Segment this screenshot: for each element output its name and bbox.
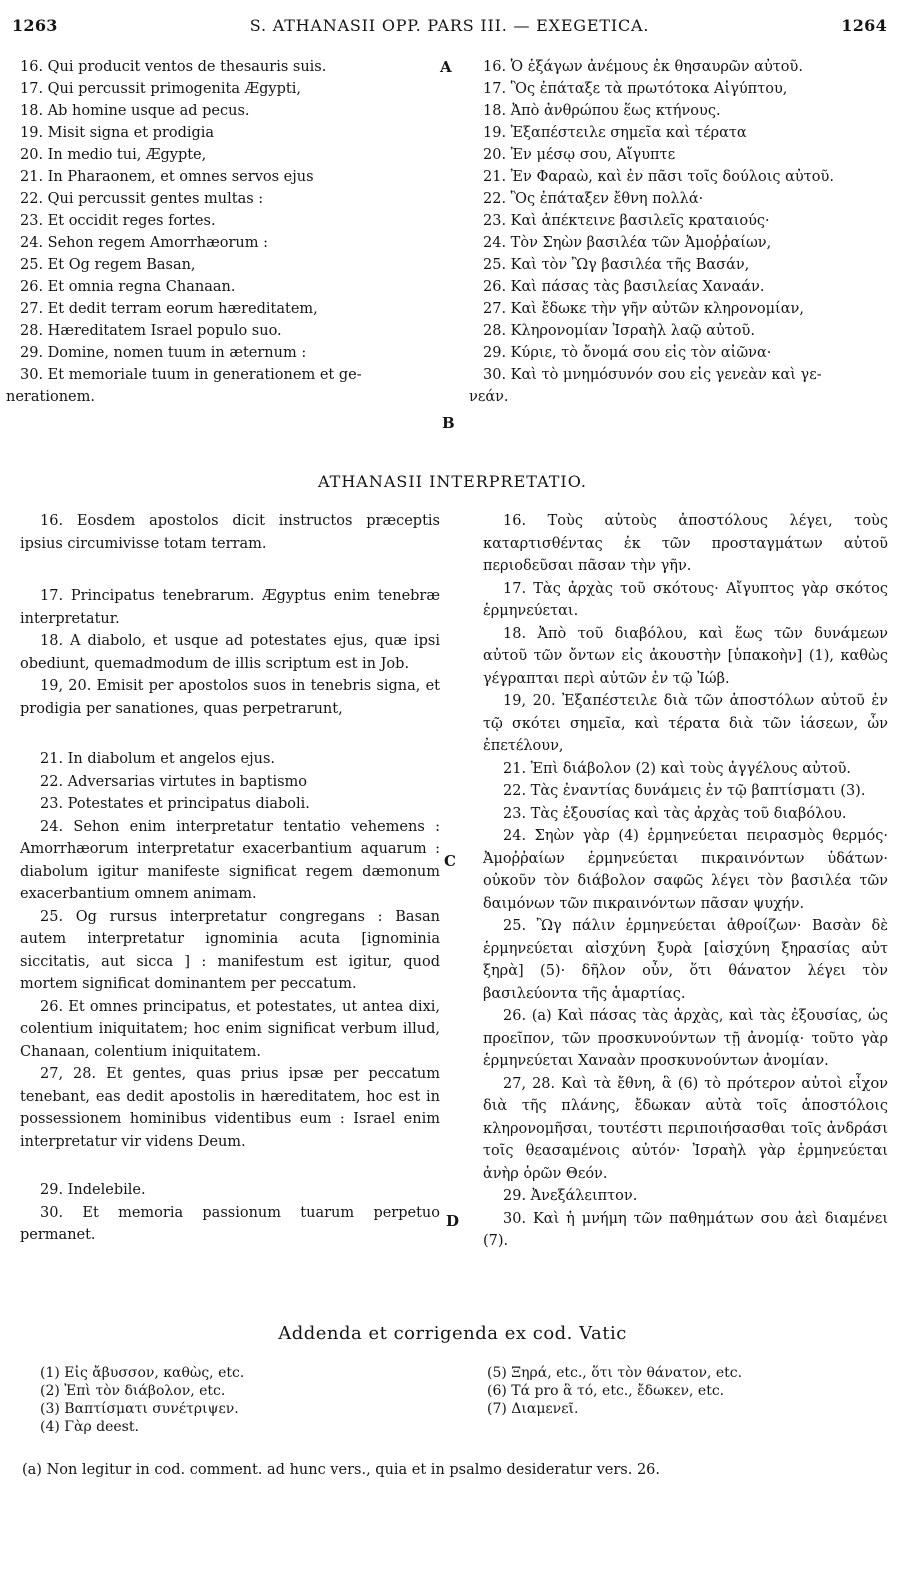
interp-latin-paragraph: 23. Potestates et principatus diaboli.: [40, 796, 310, 812]
interp-latin-paragraph: 25. Og rursus interpretatur congregans : Basan autem interpretatur ignominia acuta [ignominia siccitatis, aut sicca ] : manifestum est igitur, quod mortem significat dominantem per peccatum.: [20, 908, 440, 992]
addenda-note: (7) Διαμενεῖ.: [487, 1401, 579, 1417]
psalm-greek-line: 28. Κληρονομίαν Ἰσραὴλ λαῷ αὐτοῦ.: [483, 323, 755, 339]
psalm-latin-line: 27. Et dedit terram eorum hæreditatem,: [20, 301, 318, 317]
psalm-greek-line: 19. Ἐξαπέστειλε σημεῖα καὶ τέρατα: [483, 125, 747, 141]
interp-greek-paragraph: 17. Τὰς ἀρχὰς τοῦ σκότους· Αἴγυπτος γὰρ σκότος ἑρμηνεύεται.: [483, 580, 888, 619]
page-header: [12, 16, 887, 40]
interp-latin-paragraph: 26. Et omnes principatus, et potestates, ut antea dixi, colentium iniquitatem; hoc enim significat verbum illud, Chanaan, colentium iniquitatem.: [20, 998, 440, 1060]
interp-greek-paragraph: 25. Ὢγ πάλιν ἑρμηνεύεται ἀθροίζων· Βασὰν δὲ ἑρμηνεύεται αἰσχύνη ξυρὰ [αἰσχύνη ξηρασίας αὐτ ξηρὰ] (5)· δῆλον οὖν, ὅτι θάνατον λέγει τὸν βασιλεύοντα τῆς ἁμαρτίας.: [483, 918, 888, 1002]
psalm-greek-column: [469, 56, 888, 408]
interp-greek-paragraph: 18. Ἀπὸ τοῦ διαβόλου, καὶ ἕως τῶν δυνάμεων αὐτοῦ τῶν ὄντων εἰς ἀκουστὴν [ὑπακοὴν] (1), καθὼς γέγραπται περὶ αὐτῶν ἐν τῷ Ἰώβ.: [483, 625, 888, 687]
psalm-latin-line: 18. Ab homine usque ad pecus.: [20, 103, 250, 119]
running-title: S. ATHANASII OPP. PARS III. — EXEGETICA.: [249, 16, 650, 35]
interp-latin-paragraph: 19, 20. Emisit per apostolos suos in tenebris signa, et prodigia per sanationes, quas perpetrarunt,: [20, 678, 440, 717]
margin-letter-b: B: [442, 414, 455, 432]
psalm-greek-line: 25. Καὶ τὸν Ὢγ βασιλέα τῆς Βασάν,: [483, 257, 750, 273]
addenda-list-right: [487, 1364, 742, 1418]
page-number-left: 1263: [12, 16, 58, 35]
interp-latin-paragraph: 16. Eosdem apostolos dicit instructos præceptis ipsius circumivisse totam terram.: [20, 513, 440, 552]
interp-greek-paragraph: 22. Τὰς ἐναντίας δυνάμεις ἐν τῷ βαπτίσματι (3).: [503, 783, 866, 799]
interp-latin-paragraph: 29. Indelebile.: [40, 1182, 146, 1198]
psalm-greek-line: 22. Ὃς ἐπάταξεν ἔθνη πολλά·: [483, 191, 704, 207]
interp-latin-paragraph: 24. Sehon enim interpretatur tentatio vehemens : Amorrhæorum interpretatur exacerbantium aquarum : diabolum igitur manifeste significat regem dæmonum exacerbantium omnem animam.: [20, 818, 440, 902]
interp-greek-paragraph: 16. Τοὺς αὐτοὺς ἀποστόλους λέγει, τοὺς καταρτισθέντας ἐκ τῶν προσταγμάτων αὐτοῦ περιοδεῦσαι πᾶσαν τὴν γῆν.: [483, 513, 888, 574]
section-title: ATHANASII INTERPRETATIO.: [317, 472, 588, 491]
interp-greek-paragraph: 29. Ἀνεξάλειπτον.: [503, 1188, 638, 1204]
margin-letter-a: A: [440, 58, 452, 76]
psalm-greek-line: 16. Ὁ ἐξάγων ἀνέμους ἐκ θησαυρῶν αὐτοῦ.: [483, 59, 803, 75]
psalm-latin-line: 26. Et omnia regna Chanaan.: [20, 279, 236, 295]
margin-letter-c: C: [444, 852, 456, 870]
psalm-latin-line: 23. Et occidit reges fortes.: [20, 213, 216, 229]
addenda-list-left: [40, 1364, 244, 1436]
psalm-greek-line: 21. Ἐν Φαραὼ, καὶ ἐν πᾶσι τοῖς δούλοις αὐτοῦ.: [483, 169, 834, 185]
interp-greek-paragraph: 27, 28. Καὶ τὰ ἔθνη, ἃ (6) τὸ πρότερον αὐτοὶ εἶχον διὰ τῆς πλάνης, ἔδωκαν αὐτὰ τοῖς ἀποστόλοις κληρονομῆσαι, τουτέστι περιποιήσασθαι τοῖς ἀνδράσι τοῖς θεασαμένοις αὐτόν· Ἰσραὴλ γὰρ ἑρμηνεύεται ἀνὴρ ὁρῶν Θεόν.: [483, 1075, 888, 1182]
psalm-latin-line: 16. Qui producit ventos de thesauris suis.: [20, 59, 327, 75]
interp-latin-paragraph: 22. Adversarias virtutes in baptismo: [40, 773, 308, 790]
interp-latin-paragraph: 30. Et memoria passionum tuarum perpetuo permanet.: [20, 1204, 440, 1243]
interp-greek-paragraph: 30. Καὶ ἡ μνήμη τῶν παθημάτων σου ἀεὶ διαμένει (7).: [483, 1210, 888, 1249]
page-number-right: 1264: [841, 16, 887, 35]
psalm-latin-line: 22. Qui percussit gentes multas :: [20, 191, 264, 207]
psalm-latin-line: 30. Et memoriale tuum in generationem et ge-: [20, 367, 362, 383]
addenda-note: (5) Ξηρά, etc., ὅτι τὸν θάνατον, etc.: [487, 1365, 743, 1381]
psalm-latin-line: 19. Misit signa et prodigia: [20, 125, 215, 141]
interp-latin-paragraph: 27, 28. Et gentes, quas prius ipsæ per peccatum tenebant, eas dedit apostolis in hæreditatem, hoc est in possessionem hominibus videntibus eum : Israel enim interpretatur vir videns Deum.: [20, 1066, 440, 1150]
psalm-latin-line: nerationem.: [6, 389, 95, 405]
interp-latin-paragraph: 18. A diabolo, et usque ad potestates ejus, quæ ipsi obediunt, quemadmodum de illis scriptum est in Job.: [20, 633, 440, 672]
interp-greek-paragraph: 26. (a) Καὶ πάσας τὰς ἀρχὰς, καὶ τὰς ἐξουσίας, ὡς προεῖπον, τῶν προσκυνούντων τῇ ἀνομίᾳ· τοῦτο γὰρ ἑρμηνεύεται Χαναὰν προσκυνούντων ἀνομίαν.: [483, 1008, 888, 1069]
addenda-note: (3) Βαπτίσματι συνέτριψεν.: [40, 1401, 239, 1417]
psalm-greek-line: 18. Ἀπὸ ἀνθρώπου ἕως κτήνους.: [483, 103, 721, 119]
psalm-greek-line: 29. Κύριε, τὸ ὄνομά σου εἰς τὸν αἰῶνα·: [483, 345, 772, 361]
psalm-greek-line: 27. Καὶ ἔδωκε τὴν γῆν αὐτῶν κληρονομίαν,: [483, 301, 804, 317]
interp-greek-paragraph: 21. Ἐπὶ διάβολον (2) καὶ τοὺς ἀγγέλους αὐτοῦ.: [503, 760, 851, 777]
interpretation-latin-column: [20, 510, 440, 1247]
psalm-latin-line: 24. Sehon regem Amorrhæorum :: [20, 235, 268, 251]
psalm-greek-line: νεάν.: [469, 389, 509, 405]
interp-greek-paragraph: 24. Σηὼν γὰρ (4) ἑρμηνεύεται πειρασμὸς θερμός· Ἀμοῤῥαίων ἑρμηνεύεται πικραινόντων ὑδάτων· οὐκοῦν τὸν διάβολον σαφῶς λέγει τὸν βασιλέα τῶν δαιμόνων τῶν πικραινόντων πᾶσαν ψυχήν.: [483, 828, 888, 912]
psalm-latin-line: 17. Qui percussit primogenita Ægypti,: [20, 81, 301, 97]
psalm-latin-line: 29. Domine, nomen tuum in æternum :: [20, 345, 307, 361]
addenda-note: (4) Γὰρ deest.: [40, 1419, 139, 1435]
psalm-greek-line: 20. Ἐν μέσῳ σου, Αἴγυπτε: [483, 147, 676, 163]
psalm-latin-line: 20. In medio tui, Ægypte,: [20, 147, 207, 163]
footnote: (a) Non legitur in cod. comment. ad hunc vers., quia et in psalmo desideratur vers. 26.: [22, 1462, 660, 1478]
psalm-greek-line: 26. Καὶ πάσας τὰς βασιλείας Χαναάν.: [483, 279, 765, 295]
psalm-greek-line: 23. Καὶ ἀπέκτεινε βασιλεῖς κραταιούς·: [483, 213, 770, 229]
addenda-note: (6) Τά pro ἃ τό, etc., ἔδωκεν, etc.: [487, 1383, 725, 1399]
psalm-latin-column: [6, 56, 440, 408]
psalm-greek-line: 17. Ὃς ἐπάταξε τὰ πρωτότοκα Αἰγύπτου,: [483, 81, 788, 97]
psalm-greek-line: 24. Τὸν Σηὼν βασιλέα τῶν Ἀμοῤῥαίων,: [483, 235, 772, 251]
interp-greek-paragraph: 19, 20. Ἐξαπέστειλε διὰ τῶν ἀποστόλων αὐτοῦ ἐν τῷ σκότει σημεῖα, καὶ τέρατα διὰ τῶν ἰάσεων, ὧν ἐπετέλουν,: [483, 693, 888, 754]
interpretation-greek-column: [483, 510, 888, 1253]
psalm-greek-line: 30. Καὶ τὸ μνημόσυνόν σου εἰς γενεὰν καὶ γε-: [483, 367, 822, 383]
interp-latin-paragraph: 21. In diabolum et angelos ejus.: [40, 751, 276, 767]
interp-latin-paragraph: 17. Principatus tenebrarum. Ægyptus enim tenebræ interpretatur.: [20, 588, 440, 627]
interp-greek-paragraph: 23. Τὰς ἐξουσίας καὶ τὰς ἀρχὰς τοῦ διαβόλου.: [503, 805, 847, 822]
addenda-note: (2) Ἐπὶ τὸν διάβολον, etc.: [40, 1383, 226, 1399]
addenda-title: Addenda et corrigenda ex cod. Vatic: [278, 1323, 627, 1344]
psalm-latin-line: 28. Hæreditatem Israel populo suo.: [20, 323, 282, 339]
addenda-note: (1) Εἰς ἄβυσσον, καθὼς, etc.: [40, 1365, 245, 1381]
psalm-latin-line: 21. In Pharaonem, et omnes servos ejus: [20, 169, 314, 185]
margin-letter-d: D: [446, 1212, 460, 1230]
psalm-latin-line: 25. Et Og regem Basan,: [20, 257, 196, 273]
